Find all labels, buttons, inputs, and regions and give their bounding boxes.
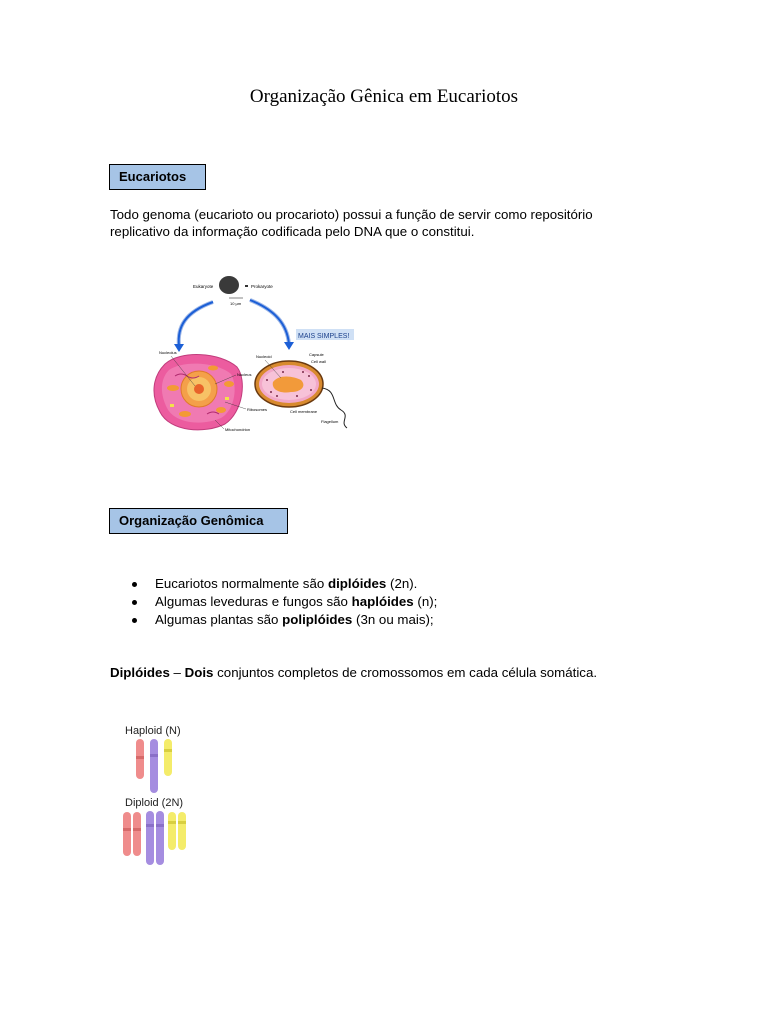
list-item: [130, 611, 437, 629]
eukaryotic-cell: [154, 355, 242, 430]
diploid-definition-text: conjuntos completos de cromossomos em cada célula somática.: [213, 665, 598, 680]
chromosome-illustration: [118, 720, 213, 870]
bullet-dot-icon: [132, 582, 137, 587]
bullet-term: diplóides: [327, 576, 387, 591]
ploidy-figure: [118, 720, 213, 870]
chromosome-purple: [156, 811, 164, 865]
chromosome-yellow: [164, 739, 172, 776]
cell-comparison-figure: [125, 272, 370, 436]
cell-size-blob: [219, 276, 239, 294]
bullet-dot-icon: [132, 618, 137, 623]
prokaryote-label: Prokaryote: [251, 284, 273, 289]
bullet-suffix: (n);: [413, 594, 438, 609]
chromosome-pink: [133, 812, 141, 856]
intro-paragraph-line-2: replicativo da informação codificada pelo DNA que o constitui.: [110, 224, 475, 239]
euk-label-nucleus: Nucleus: [237, 372, 252, 377]
intro-paragraph-line-1: Todo genoma (eucarioto ou procarioto) possui a função de servir como repositório: [110, 207, 593, 222]
euk-label-mitochondrion: Mitochondrion: [225, 427, 251, 432]
prokaryote-dot: [245, 285, 248, 287]
chromosome-pink: [123, 812, 131, 856]
pro-label-cell-membrane: Cell membrane: [290, 409, 318, 414]
haploid-label: Haploid (N): [125, 725, 181, 737]
pro-label-nucleoid: Nucleoid: [256, 354, 272, 359]
bullet-text: Algumas leveduras e fungos são: [155, 594, 352, 609]
cell-comparison-illustration: [125, 272, 370, 436]
section-heading-organizacao-genomica: Organização Genômica: [109, 508, 288, 534]
pro-label-cell-wall: Cell wall: [311, 359, 326, 364]
diploid-bold-word: Dois: [184, 665, 214, 680]
euk-label-ribosomes: Ribosomes: [247, 407, 268, 412]
pro-label-flagellum: Flagellum: [321, 419, 339, 424]
bullet-text: Eucariotos normalmente são: [155, 576, 328, 591]
arrow-right-head: [284, 342, 294, 350]
diploid-dash: –: [169, 665, 185, 680]
chromosome-purple: [146, 811, 154, 865]
pro-label-capsule: Capsule: [309, 352, 324, 357]
chromosome-yellow: [178, 812, 186, 850]
diploid-label: Diploid (2N): [125, 797, 184, 809]
callout-text: MAIS SIMPLES!: [298, 333, 350, 340]
intro-paragraph: [110, 206, 593, 240]
scale-label: 10 µm: [230, 301, 242, 306]
page-title: Organização Gênica em Eucariotos: [249, 86, 519, 107]
chromosome-yellow: [168, 812, 176, 850]
arrow-left-shadow: [179, 302, 213, 346]
ploidy-bullet-list: [130, 575, 437, 629]
diploid-definition: [110, 664, 597, 681]
diploid-term: Diplóides: [110, 665, 170, 680]
bullet-suffix: (2n).: [386, 576, 418, 591]
bullet-suffix: (3n ou mais);: [352, 612, 434, 627]
arrow-right-shadow: [250, 300, 289, 344]
list-item: [130, 575, 437, 593]
bullet-dot-icon: [132, 600, 137, 605]
section-heading-eucariotos: Eucariotos: [109, 164, 206, 190]
bullet-text: Algumas plantas são: [155, 612, 283, 627]
euk-label-nucleolus: Nucleolus: [159, 350, 177, 355]
bullet-term: haplóides: [351, 594, 414, 609]
prokaryotic-cell: [255, 361, 347, 428]
bullet-term: poliplóides: [282, 612, 353, 627]
list-item: [130, 593, 437, 611]
eukaryote-label: Eukaryote: [193, 284, 214, 289]
chromosome-purple: [150, 739, 158, 793]
